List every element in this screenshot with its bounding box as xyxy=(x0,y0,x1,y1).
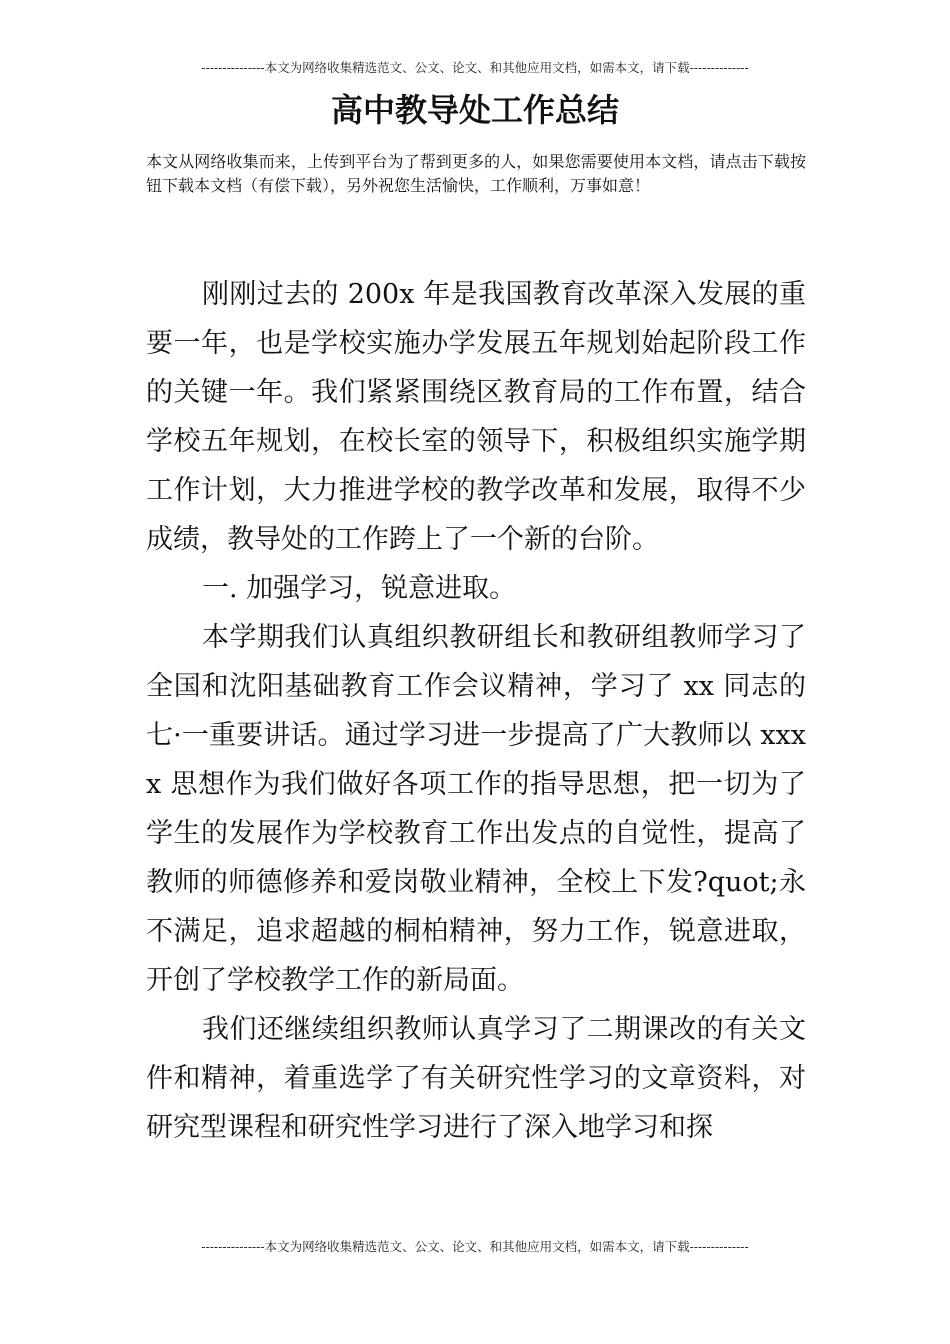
paragraph-curriculum: 我们还继续组织教师认真学习了二期课改的有关文件和精神，着重选学了有关研究性学习的文章资料，对研究型课程和研究性学习进行了深入地学习和探 xyxy=(146,1014,806,1143)
paragraph-intro: 刚刚过去的 200x 年是我国教育改革深入发展的重要一年，也是学校实施办学发展五年规划始起阶段工作的关键一年。我们紧紧围绕区教育局的工作布置，结合学校五年规划，在校长室的领导下，积极组织实施学期工作计划，大力推进学校的教学改革和发展，取得不少成绩，教导处的工作跨上了一个新的台阶。 xyxy=(146,279,806,555)
section-heading: 一. 加强学习，锐意进取。 xyxy=(202,573,517,604)
document-title: 高中教导处工作总结 xyxy=(330,91,619,129)
intro-note: 本文从网络收集而来，上传到平台为了帮到更多的人，如果您需要使用本文档，请点击下载按钮下载本文档（有偿下载），另外祝您生活愉快，工作顺利，万事如意！ xyxy=(146,152,806,195)
document-body xyxy=(146,270,806,1152)
footer-banner: ---------------本文为网络收集精选范文、公文、论文、和其他应用文档，如需本文，请下载-------------- xyxy=(201,1239,749,1254)
header-banner: ---------------本文为网络收集精选范文、公文、论文、和其他应用文档，如需本文，请下载-------------- xyxy=(201,60,749,75)
paragraph-study: 本学期我们认真组织教研组长和教研组教师学习了全国和沈阳基础教育工作会议精神，学习了 xx 同志的七·一重要讲话。通过学习进一步提高了广大教师以 xxxx 思想作为我们做好各项工作的指导思想，把一切为了学生的发展作为学校教育工作出发点的自觉性，提高了教师的师德修养和爱岗敬业精神，全校上下发?quot;永不满足，追求超越的桐柏精神，努力工作，锐意进取，开创了学校教学工作的新局面。 xyxy=(146,622,806,996)
